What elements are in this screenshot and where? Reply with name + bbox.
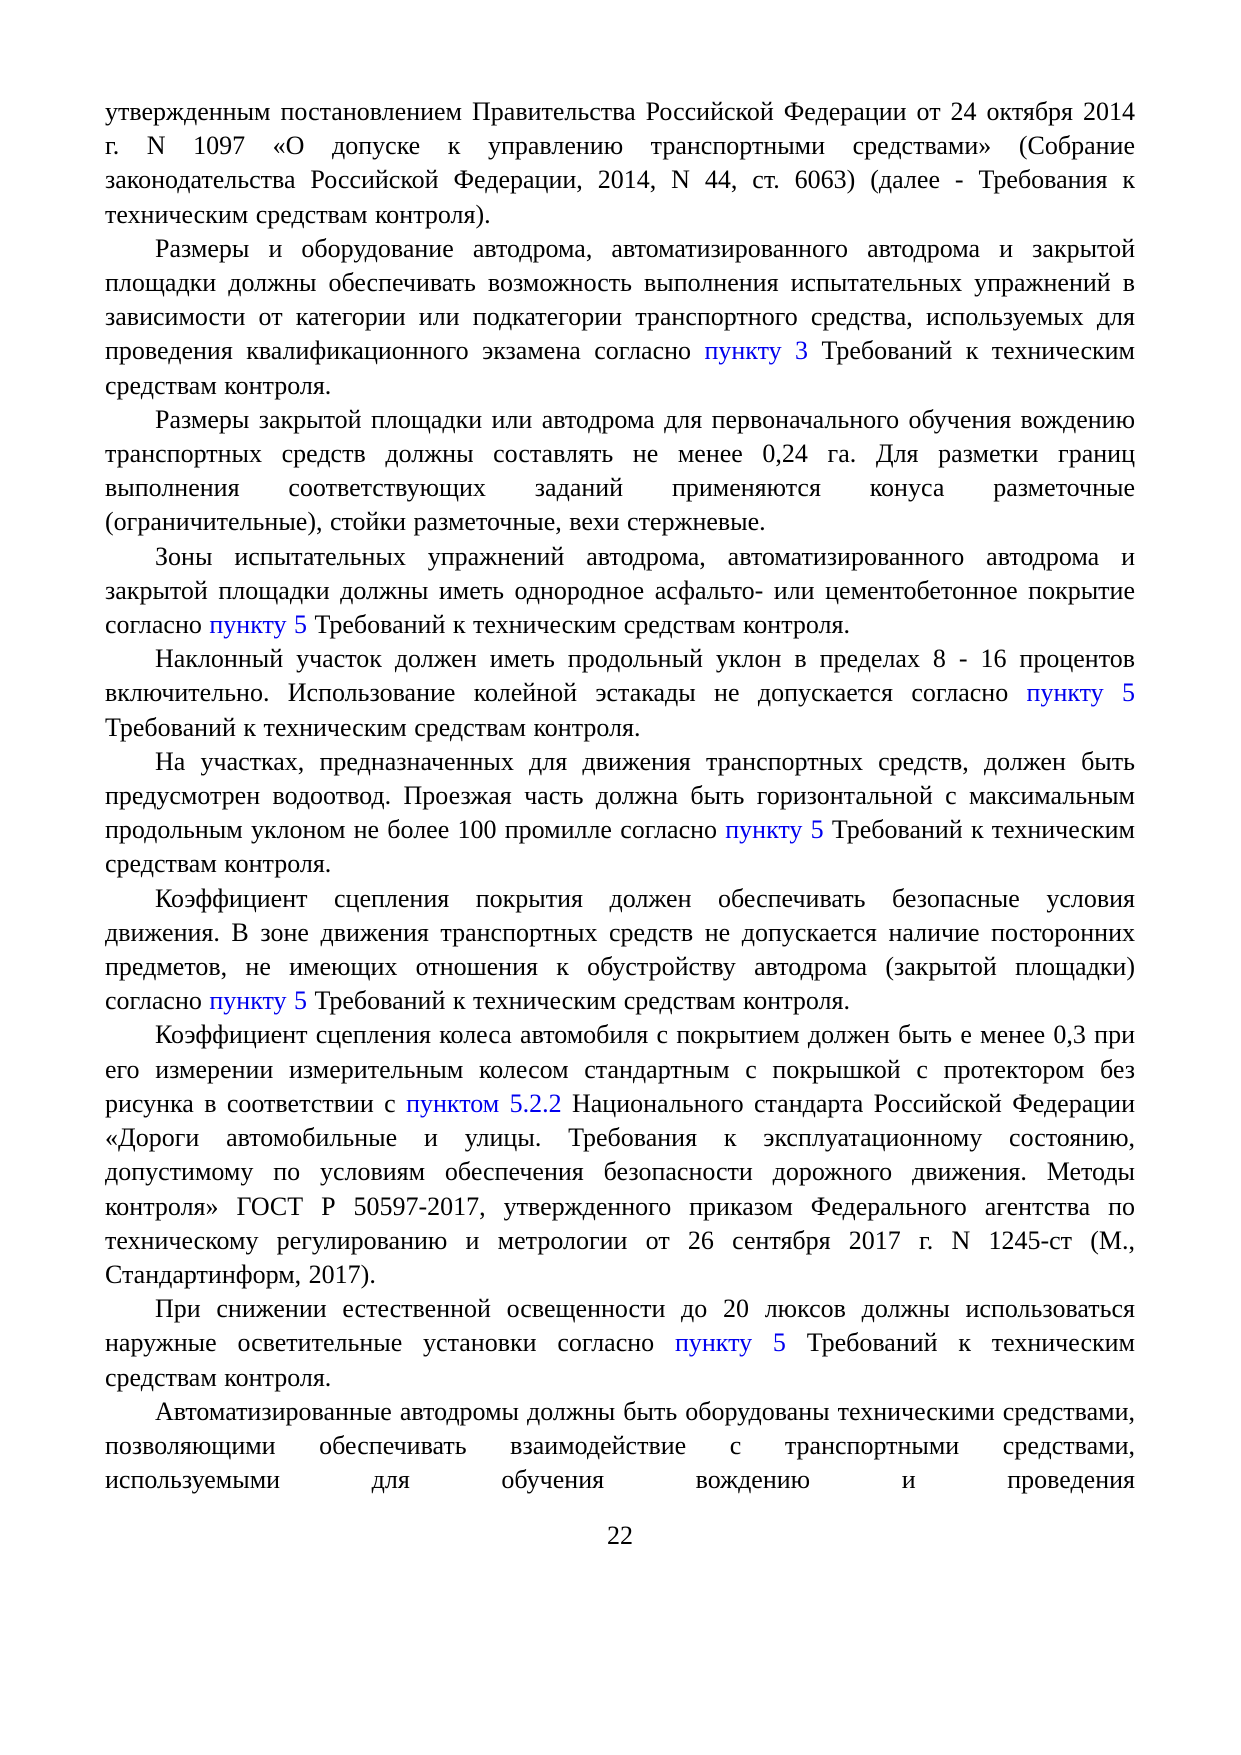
document-body: [105, 95, 1135, 1497]
page-number: 22: [607, 1521, 633, 1551]
document-link[interactable]: пункту 5: [209, 986, 307, 1016]
paragraph: На участках, предназначенных для движения транспортных средств, должен быть предусмотрен водоотвод. Проезжая часть должна быть горизонтальной с максимальным продольным уклоном не более 100 промилле согласно пункту 5 Требований к техническим средствам контроля.: [105, 746, 1135, 879]
paragraph: Наклонный участок должен иметь продольный уклон в пределах 8 - 16 процентов включительно. Использование колейной эстакады не допускается согласно пункту 5 Требований к техническим средствам контроля.: [105, 644, 1135, 742]
document-link[interactable]: пункту 5: [1026, 678, 1135, 708]
document-link[interactable]: пункту 5: [209, 610, 307, 640]
paragraph: Коэффициент сцепления покрытия должен обеспечивать безопасные условия движения. В зоне движения транспортных средств не допускается наличие посторонних предметов, не имеющих отношения к обустройству автодрома (закрытой площадки) согласно пункту 5 Требований к техническим средствам контроля.: [105, 883, 1135, 1016]
paragraph: утвержденным постановлением Правительства Российской Федерации от 24 октября 2014 г. N 1097 «О допуске к управлению транспортными средствами» (Собрание законодательства Российской Федерации, 2014, N 44, ст. 6063) (далее - Требования к техническим средствам контроля).: [105, 97, 1135, 229]
paragraph: Зоны испытательных упражнений автодрома, автоматизированного автодрома и закрытой площадки должны иметь однородное асфальто- или цементобетонное покрытие согласно пункту 5 Требований к техническим средствам контроля.: [105, 541, 1135, 640]
paragraph: Размеры и оборудование автодрома, автоматизированного автодрома и закрытой площадки должны обеспечивать возможность выполнения испытательных упражнений в зависимости от категории или подкатегории транспортного средства, используемых для проведения квалификационного экзамена согласно пункту 3 Требований к техническим средствам контроля.: [105, 233, 1135, 400]
paragraph: Коэффициент сцепления колеса автомобиля с покрытием должен быть е менее 0,3 при его измерении измерительным колесом стандартным с покрышкой с протектором без рисунка в соответствии с пунктом 5.2.2 Национального стандарта Российской Федерации «Дороги автомобильные и улицы. Требования к эксплуатационному состоянию, допустимому по условиям обеспечения безопасности дорожного движения. Методы контроля» ГОСТ Р 50597-2017, утвержденного приказом Федерального агентства по техническому регулированию и метрологии от 26 сентября 2017 г. N 1245-ст (М., Стандартинформ, 2017).: [105, 1020, 1135, 1289]
paragraph: Автоматизированные автодромы должны быть оборудованы техническими средствами, позволяющими обеспечивать взаимодействие с транспортными средствами, используемыми для обучения вождению и проведения: [105, 1396, 1135, 1495]
paragraph: Размеры закрытой площадки или автодрома для первоначального обучения вождению транспортных средств должны составлять не менее 0,24 га. Для разметки границ выполнения соответствующих заданий применяются конуса разметочные (ограничительные), стойки разметочные, вехи стержневые.: [105, 404, 1135, 537]
document-link[interactable]: пункту 3: [704, 336, 809, 366]
document-link[interactable]: пунктом 5.2.2: [406, 1088, 562, 1118]
document-link[interactable]: пункту 5: [725, 815, 824, 845]
paragraph: При снижении естественной освещенности до 20 люксов должны использоваться наружные осветительные установки согласно пункту 5 Требований к техническим средствам контроля.: [105, 1294, 1135, 1392]
document-link[interactable]: пункту 5: [674, 1328, 786, 1358]
